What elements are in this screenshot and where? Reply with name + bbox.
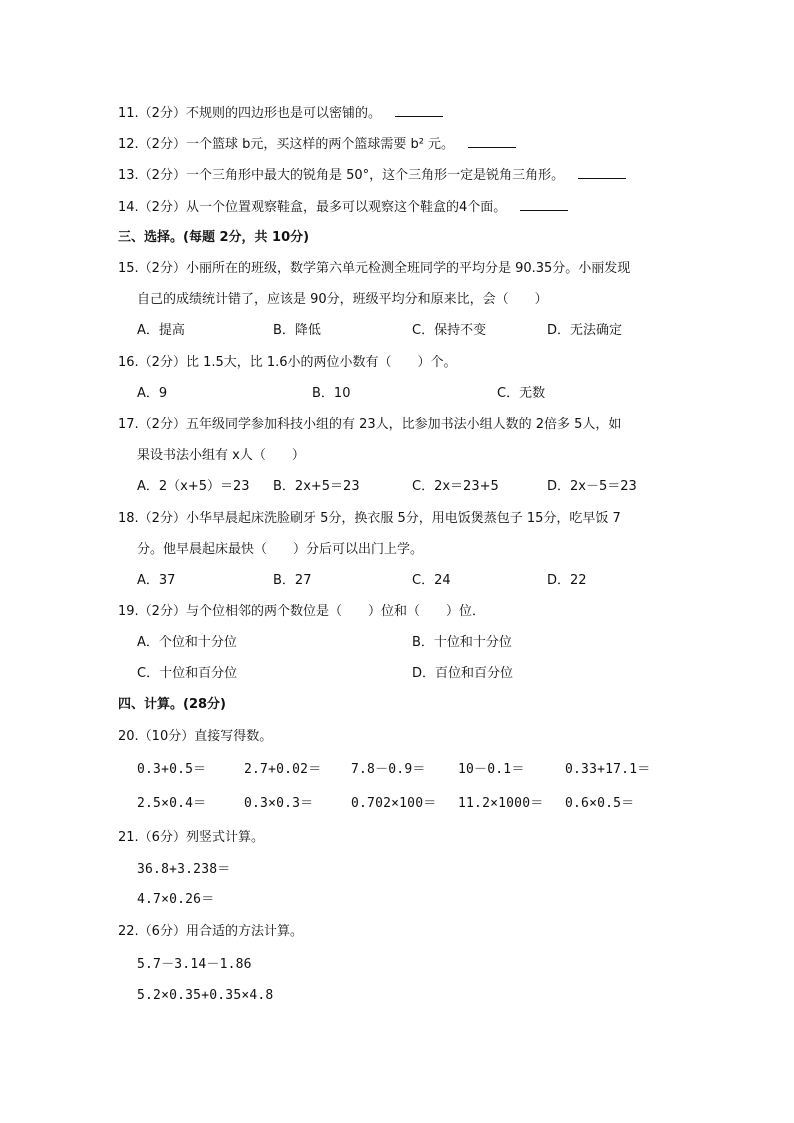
- question-12: [118, 135, 516, 154]
- q17-option-c[interactable]: C．2x＝23+5: [412, 479, 499, 494]
- q22-item-2: 5.2×0.35+0.35×4.8: [137, 988, 274, 1003]
- question-21-line-1: 21.（6分）列竖式计算。: [118, 830, 264, 845]
- section-4-title: 四、计算。(28分): [118, 697, 226, 712]
- q18-option-d[interactable]: D．22: [547, 573, 587, 588]
- question-11: [118, 104, 443, 123]
- answer-blank-13[interactable]: [578, 166, 626, 179]
- answer-blank-11[interactable]: [395, 104, 443, 117]
- question-12-text: 12.（2分）一个篮球 b元，买这样的两个篮球需要 b² 元。: [118, 137, 455, 152]
- q20-row1-item-3: 7.8－0.9＝: [351, 762, 426, 777]
- question-17-line-2: 果设书法小组有 x人（ ）: [137, 448, 305, 463]
- q15-option-b[interactable]: B．降低: [273, 323, 321, 338]
- q19-option-d[interactable]: D．百位和百分位: [412, 666, 514, 681]
- question-14: [118, 198, 568, 217]
- question-11-text: 11.（2分）不规则的四边形也是可以密铺的。: [118, 106, 381, 121]
- q18-option-c[interactable]: C．24: [412, 573, 451, 588]
- q20-row1-item-2: 2.7+0.02＝: [244, 762, 322, 777]
- section-3-title: 三、选择。(每题 2分，共 10分): [118, 230, 310, 245]
- question-22-line-1: 22.（6分）用合适的方法计算。: [118, 924, 303, 939]
- question-17-line-1: 17.（2分）五年级同学参加科技小组的有 23人，比参加书法小组人数的 2倍多 5人，如: [118, 417, 622, 432]
- question-15-line-2: 自己的成绩统计错了，应该是 90分，班级平均分和原来比，会（ ）: [137, 292, 548, 307]
- q15-option-d[interactable]: D．无法确定: [547, 323, 623, 338]
- q19-option-c[interactable]: C．十位和百分位: [137, 666, 238, 681]
- q22-item-1: 5.7－3.14－1.86: [137, 957, 252, 972]
- q20-row2-item-5: 0.6×0.5＝: [565, 796, 635, 811]
- q18-option-a[interactable]: A．37: [137, 573, 176, 588]
- q20-row1-item-1: 0.3+0.5＝: [137, 762, 207, 777]
- q20-row2-item-4: 11.2×1000＝: [458, 796, 544, 811]
- q20-row2-item-2: 0.3×0.3＝: [244, 796, 314, 811]
- q20-row2-item-3: 0.702×100＝: [351, 796, 437, 811]
- q18-option-b[interactable]: B．27: [273, 573, 312, 588]
- q16-option-c[interactable]: C．无数: [497, 386, 546, 401]
- q16-option-a[interactable]: A．9: [137, 386, 168, 401]
- q16-option-b[interactable]: B．10: [312, 386, 351, 401]
- question-20-line-1: 20.（10分）直接写得数。: [118, 729, 273, 744]
- q21-item-2: 4.7×0.26＝: [137, 892, 215, 907]
- question-13-text: 13.（2分）一个三角形中最大的锐角是 50°，这个三角形一定是锐角三角形。: [118, 168, 565, 183]
- q15-option-a[interactable]: A．提高: [137, 323, 185, 338]
- question-18-line-1: 18.（2分）小华早晨起床洗脸刷牙 5分，换衣服 5分，用电饭煲蒸包子 15分，吃早饭 7: [118, 511, 621, 526]
- answer-blank-14[interactable]: [520, 198, 568, 211]
- q20-row1-item-4: 10－0.1＝: [458, 762, 525, 777]
- q17-option-a[interactable]: A．2（x+5）＝23: [137, 479, 250, 494]
- answer-blank-12[interactable]: [468, 135, 516, 148]
- question-19-line-1: 19.（2分）与个位相邻的两个数位是（ ）位和（ ）位．: [118, 604, 485, 619]
- q20-row1-item-5: 0.33+17.1＝: [565, 762, 651, 777]
- q19-option-a[interactable]: A．个位和十分位: [137, 635, 237, 650]
- question-16-line-1: 16.（2分）比 1.5大，比 1.6小的两位小数有（ ）个。: [118, 355, 457, 370]
- question-18-line-2: 分。他早晨起床最快（ ）分后可以出门上学。: [137, 542, 424, 557]
- q15-option-c[interactable]: C．保持不变: [412, 323, 487, 338]
- q21-item-1: 36.8+3.238＝: [137, 862, 231, 877]
- question-15-line-1: 15.（2分）小丽所在的班级，数学第六单元检测全班同学的平均分是 90.35分。小丽发现: [118, 261, 631, 276]
- question-13: [118, 166, 626, 185]
- question-14-text: 14.（2分）从一个位置观察鞋盒，最多可以观察这个鞋盒的4个面。: [118, 200, 507, 215]
- q17-option-d[interactable]: D．2x－5＝23: [547, 479, 637, 494]
- q20-row2-item-1: 2.5×0.4＝: [137, 796, 207, 811]
- q19-option-b[interactable]: B．十位和十分位: [412, 635, 512, 650]
- q17-option-b[interactable]: B．2x+5＝23: [273, 479, 360, 494]
